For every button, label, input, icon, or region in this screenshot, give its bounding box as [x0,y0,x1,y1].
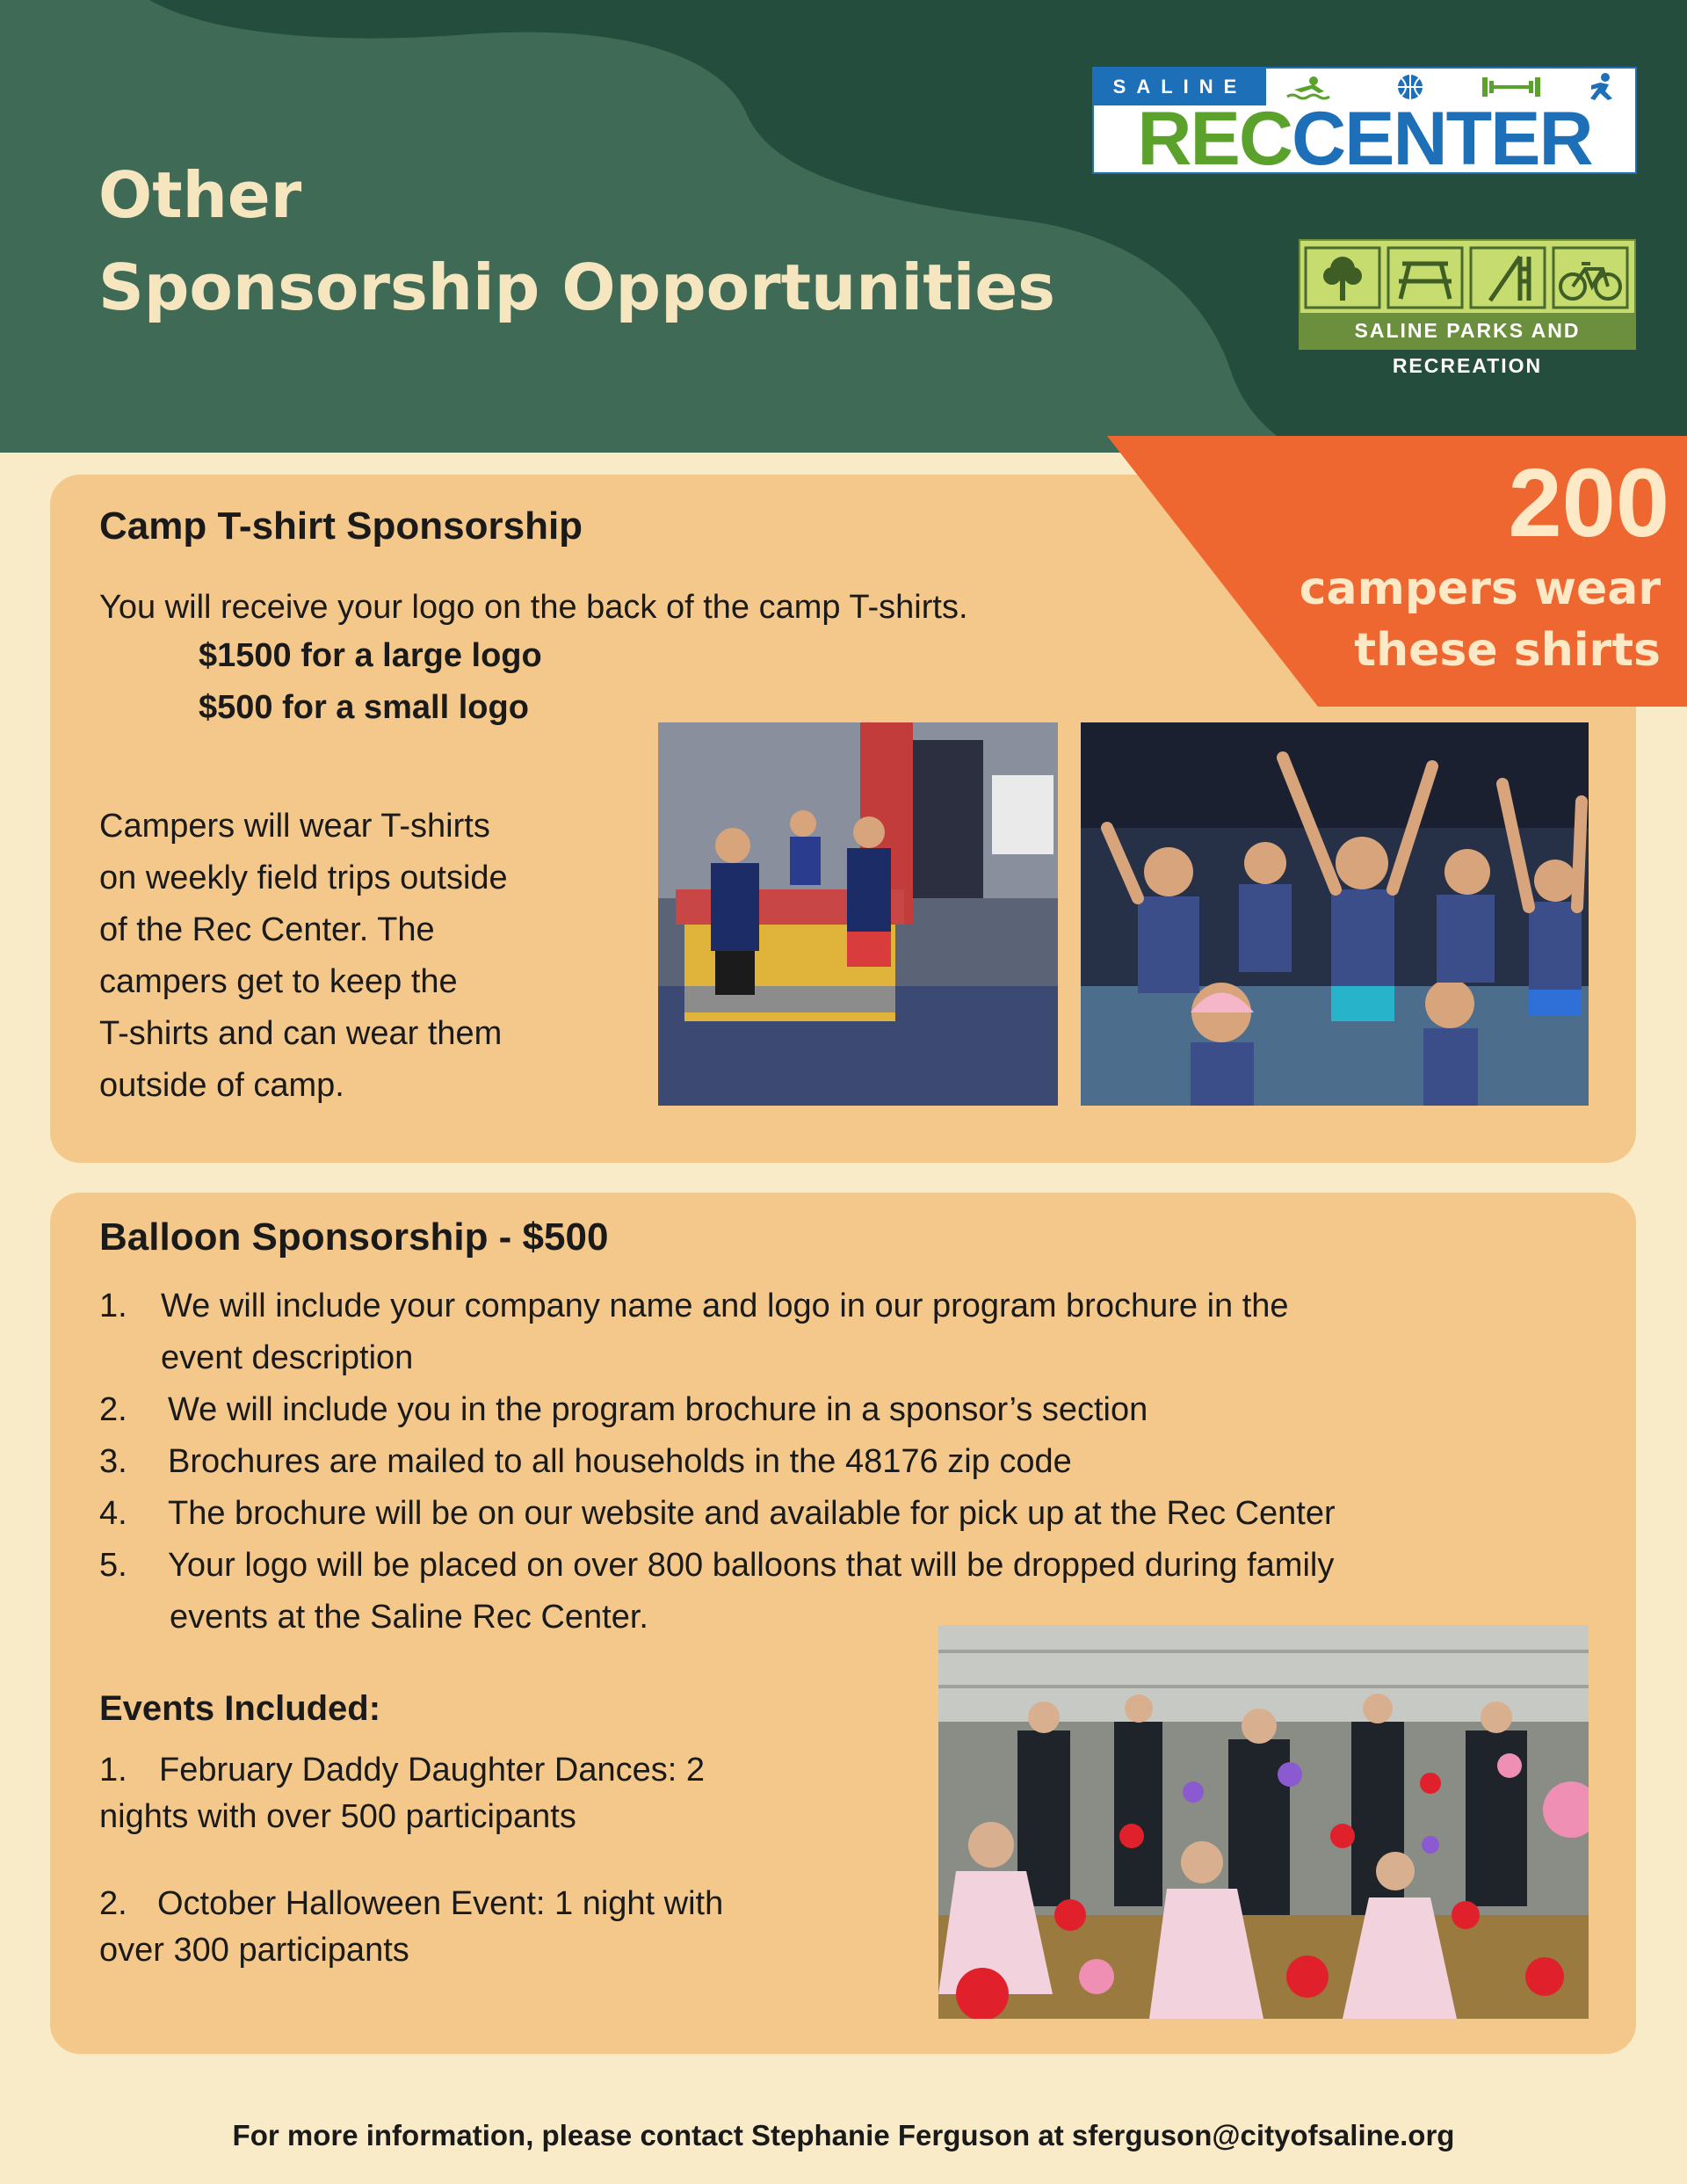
rec-logo-wordmark [1094,97,1635,181]
events-title: Events Included: [99,1689,381,1728]
picnic-table-icon [1399,264,1452,299]
basketball-icon [1398,75,1423,99]
list-item-text: Your logo will be placed on over 800 balloons that will be dropped during family [168,1547,1335,1584]
event-item-number: 2. [99,1885,127,1922]
tshirt-title: Camp T-shirt Sponsorship [99,504,583,548]
balloon-title: Balloon Sponsorship - $500 [99,1215,609,1259]
list-item-text: Brochures are mailed to all households in the 48176 zip code [168,1443,1072,1480]
list-item-number: 3. [99,1443,127,1480]
daddy-daughter-dance-photo [938,1625,1589,2019]
list-item-number: 1. [99,1288,127,1324]
event-item-text: February Daddy Daughter Dances: 2 [159,1752,705,1789]
rec-center-logo [1092,67,1637,181]
page-title-line1: Other [98,158,302,232]
list-item-text: events at the Saline Rec Center. [170,1599,648,1636]
contact-footer: For more information, please contact Stephanie Ferguson at sferguson@cityofsaline.org [232,2119,1455,2151]
parks-recreation-logo [1299,239,1636,377]
parks-logo-icons [1304,244,1631,311]
tshirt-price-small: $500 for a small logo [199,689,529,726]
list-item-number: 5. [99,1547,127,1584]
list-item-text: event description [161,1339,414,1376]
badge-number: 200 [1508,449,1669,557]
list-item-text: We will include you in the program brochure in a sponsor’s section [168,1391,1148,1428]
event-item-text: over 300 participants [99,1932,409,1969]
badge-text-line2: these shirts [1354,624,1661,677]
event-item-number: 1. [99,1752,127,1789]
list-item-text: The brochure will be on our website and available for pick up at the Rec Center [168,1495,1336,1532]
header-banner [0,0,1687,453]
tshirt-description-line: outside of camp. [99,1067,344,1104]
tshirt-description-line: of the Rec Center. The [99,911,435,948]
campers-stadium-photo [1081,722,1589,1106]
parks-logo-text: SALINE PARKS AND RECREATION [1300,313,1634,348]
runner-icon [1590,73,1612,100]
tshirt-description-line: campers get to keep the [99,963,458,1000]
list-item-number: 2. [99,1391,127,1428]
tshirt-intro: You will receive your logo on the back of the camp T-shirts. [99,589,968,626]
rec-logo-rec: REC [1137,97,1292,181]
rec-logo-saline: SALINE [1094,69,1266,105]
list-item-number: 4. [99,1495,127,1532]
event-item-text: nights with over 500 participants [99,1798,576,1835]
page-title [98,149,1055,334]
rec-logo-center: CENTER [1292,97,1592,181]
bicycle-icon [1560,264,1620,299]
page-title-line2: Sponsorship Opportunities [98,250,1055,324]
slide-icon [1490,257,1529,301]
tree-icon [1323,257,1362,301]
list-item-text: We will include your company name and logo in our program brochure in the [161,1288,1289,1324]
tshirt-description-line: Campers will wear T-shirts [99,808,490,845]
campers-museum-photo [658,722,1058,1106]
tshirt-description-line: T-shirts and can wear them [99,1015,503,1052]
dumbbell-icon [1482,77,1540,97]
tshirt-description-line: on weekly field trips outside [99,860,508,896]
badge-text-line1: campers wear [1299,562,1661,615]
event-item-text: October Halloween Event: 1 night with [157,1885,724,1922]
tshirt-price-large: $1500 for a large logo [199,637,542,674]
swimmer-icon [1287,76,1329,98]
